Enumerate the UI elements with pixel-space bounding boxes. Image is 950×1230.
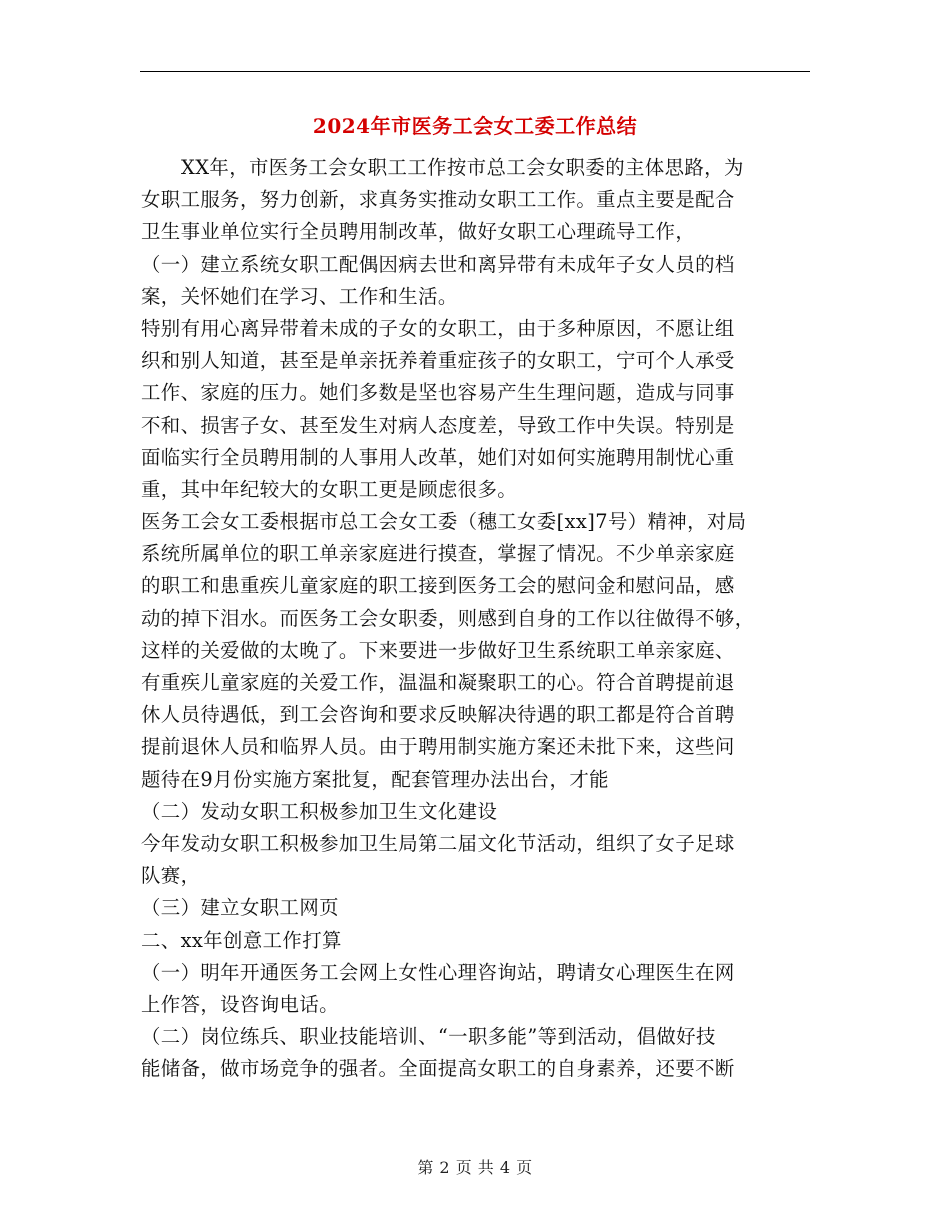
- section-heading-line: 二、xx年创意工作打算: [141, 928, 342, 952]
- paragraph-line: 的职工和患重疾儿童家庭的职工接到医务工会的慰问金和慰问品，感: [141, 574, 735, 598]
- paragraph-line: 系统所属单位的职工单亲家庭进行摸查，掌握了情况。不少单亲家庭: [141, 542, 735, 566]
- document-title: 2024年市医务工会女工委工作总结: [312, 114, 638, 138]
- paragraph-line: 队赛，: [141, 864, 201, 888]
- paragraph-line: 不和、损害子女、甚至发生对病人态度差，导致工作中失误。特别是: [141, 413, 735, 437]
- document-body: [141, 152, 811, 1085]
- paragraph-line: 题待在9月份实施方案批复，配套管理办法出台，才能: [141, 767, 609, 791]
- paragraph-line: 医务工会女工委根据市总工会女工委（穗工女委[xx]7号）精神，对局: [141, 510, 747, 534]
- section-heading-line: （二）岗位练兵、职业技能培训、“一职多能”等到活动，倡做好技: [141, 1025, 716, 1049]
- paragraph-line: 提前退休人员和临界人员。由于聘用制实施方案还未批下来，这些问: [141, 735, 735, 759]
- paragraph-line: 重，其中年纪较大的女职工更是顾虑很多。: [141, 477, 518, 501]
- paragraph-line: 织和别人知道，甚至是单亲抚养着重症孩子的女职工，宁可个人承受: [141, 349, 735, 373]
- paragraph-line: 案，关怀她们在学习、工作和生活。: [141, 284, 458, 308]
- paragraph-line: 今年发动女职工积极参加卫生局第二届文化节活动，组织了女子足球: [141, 831, 735, 855]
- paragraph-line: XX年，市医务工会女职工工作按市总工会女职委的主体思路，为: [181, 156, 744, 179]
- paragraph-line: 面临实行全员聘用制的人事用人改革，她们对如何实施聘用制忧心重: [141, 445, 735, 469]
- paragraph-line: 这样的关爱做的太晚了。下来要进一步做好卫生系统职工单亲家庭、: [141, 638, 735, 662]
- paragraph-line: 上作答，设咨询电话。: [141, 992, 339, 1016]
- paragraph-line: 动的掉下泪水。而医务工会女职委，则感到自身的工作以往做得不够，: [141, 606, 755, 630]
- header-rule: [140, 71, 810, 72]
- section-heading-line: （三）建立女职工网页: [141, 896, 339, 920]
- section-heading-line: （二）发动女职工积极参加卫生文化建设: [141, 799, 498, 823]
- paragraph-line: 有重疾儿童家庭的关爱工作，温温和凝聚职工的心。符合首聘提前退: [141, 671, 735, 694]
- paragraph-line: 能储备，做市场竞争的强者。全面提高女职工的自身素养，还要不断: [141, 1057, 735, 1081]
- paragraph-line: 休人员待遇低，到工会咨询和要求反映解决待遇的职工都是符合首聘: [141, 703, 735, 727]
- paragraph-line: 特别有用心离异带着未成的子女的女职工，由于多种原因，不愿让组: [141, 316, 735, 340]
- paragraph-line: 女职工服务，努力创新，求真务实推动女职工工作。重点主要是配合: [141, 188, 735, 212]
- paragraph-line: 工作、家庭的压力。她们多数是坚也容易产生生理问题，造成与同事: [141, 381, 735, 405]
- page-number: 第 2 页 共 4 页: [417, 1158, 533, 1177]
- section-heading-line: （一）建立系统女职工配偶因病去世和离异带有未成年子女人员的档: [141, 252, 735, 276]
- section-heading-line: （一）明年开通医务工会网上女性心理咨询站，聘请女心理医生在网: [141, 960, 735, 984]
- paragraph-line: 卫生事业单位实行全员聘用制改革，做好女职工心理疏导工作，: [141, 220, 696, 244]
